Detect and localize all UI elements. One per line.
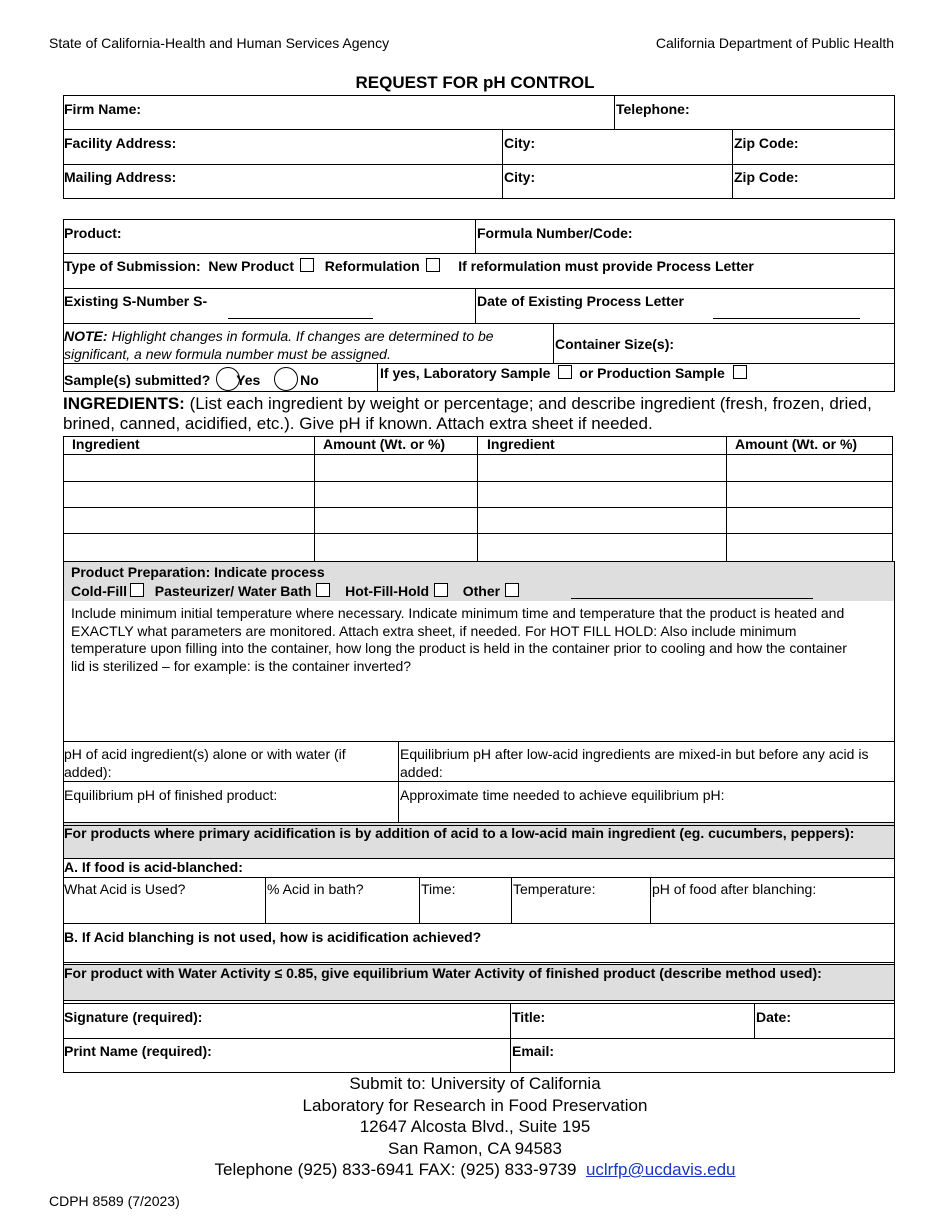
laboratory-sample-checkbox[interactable] <box>558 365 572 379</box>
hot-fill-hold-checkbox[interactable] <box>434 583 448 597</box>
note-text <box>64 327 550 363</box>
reformulation-label: Reformulation <box>324 258 420 274</box>
facility-address-label: Facility Address: <box>64 135 177 151</box>
ingredients-heading: INGREDIENTS: <box>63 394 185 413</box>
submit-phone-fax: Telephone (925) 833-6941 FAX: (925) 833-9739 <box>214 1160 577 1179</box>
samples-yes-label: Yes <box>236 372 261 388</box>
mailing-zip-field[interactable] <box>810 166 892 197</box>
submit-address <box>0 1073 950 1181</box>
samples-no-radio[interactable] <box>274 367 298 391</box>
title-label: Title: <box>512 1009 546 1025</box>
amount-cell[interactable] <box>727 508 892 532</box>
facility-zip-field[interactable] <box>810 131 892 162</box>
facility-city-field[interactable] <box>545 131 730 162</box>
note-label: NOTE: <box>64 328 108 344</box>
ingredient-cell[interactable] <box>478 534 725 561</box>
submit-line-3: 12647 Alcosta Blvd., Suite 195 <box>359 1117 591 1136</box>
time-label: Time: <box>421 881 456 897</box>
ingredients-instruction-text: (List each ingredient by weight or percentage; and describe ingredient (fresh, frozen, dried, brined, canned, acidified, etc.). Give pH if known. Attach extra sheet if needed. <box>63 394 872 433</box>
acid-blanched-label: A. If food is acid-blanched: <box>64 859 243 875</box>
production-sample-checkbox[interactable] <box>733 365 747 379</box>
cold-fill-checkbox[interactable] <box>130 583 144 597</box>
amount-cell[interactable] <box>727 456 892 480</box>
submit-email-link[interactable]: uclrfp@ucdavis.edu <box>585 1160 736 1179</box>
mailing-address-field[interactable] <box>195 166 500 197</box>
other-label: Other <box>462 583 501 599</box>
formula-field[interactable] <box>650 221 892 251</box>
product-field[interactable] <box>130 221 472 251</box>
submit-line-1: Submit to: University of California <box>349 1074 601 1093</box>
ingredient-cell[interactable] <box>64 534 313 561</box>
mailing-city-field[interactable] <box>545 166 730 197</box>
s-number-label: Existing S-Number S- <box>64 293 208 309</box>
amount-col-header-2: Amount (Wt. or %) <box>735 436 858 452</box>
equilibrium-low-acid-label: Equilibrium pH after low-acid ingredients are mixed-in but before any acid is added: <box>400 746 869 780</box>
preparation-details-field[interactable] <box>64 680 894 740</box>
new-product-checkbox[interactable] <box>300 258 314 272</box>
form-id: CDPH 8589 (7/2023) <box>49 1193 180 1209</box>
ingredients-instructions <box>63 394 903 434</box>
acidification-method-field[interactable] <box>64 947 894 961</box>
other-process-field[interactable] <box>571 582 813 599</box>
formula-label: Formula Number/Code: <box>477 225 633 241</box>
container-size-field[interactable] <box>690 326 892 361</box>
email-label: Email: <box>512 1043 555 1059</box>
hot-fill-hold-label: Hot-Fill-Hold <box>345 583 430 599</box>
submit-line-5 <box>0 1159 950 1181</box>
water-activity-heading: For product with Water Activity ≤ 0.85, give equilibrium Water Activity of finished product (describe method used): <box>64 965 822 981</box>
agency-name: State of California-Health and Human Services Agency <box>49 35 390 51</box>
facility-zip-label: Zip Code: <box>734 135 799 151</box>
signature-field[interactable] <box>220 1005 508 1036</box>
print-name-field[interactable] <box>230 1040 508 1071</box>
process-letter-note: If reformulation must provide Process Letter <box>458 258 754 274</box>
amount-cell[interactable] <box>315 508 476 532</box>
amount-col-header-1: Amount (Wt. or %) <box>323 436 446 452</box>
firm-name-field[interactable] <box>160 97 610 127</box>
laboratory-sample-label: If yes, Laboratory Sample <box>380 365 551 381</box>
sample-type-row <box>380 365 750 381</box>
samples-submitted-label: Sample(s) submitted? <box>64 372 211 388</box>
temperature-field[interactable] <box>513 900 649 922</box>
date-existing-letter-label: Date of Existing Process Letter <box>477 293 684 309</box>
ph-after-blanching-label: pH of food after blanching: <box>652 881 817 897</box>
acid-ingredient-ph-label: pH of acid ingredient(s) alone or with water (if added): <box>64 746 346 780</box>
mailing-address-label: Mailing Address: <box>64 169 177 185</box>
equilibrium-finished-field[interactable] <box>64 804 397 821</box>
ingredient-cell[interactable] <box>64 456 313 480</box>
what-acid-label: What Acid is Used? <box>64 881 186 897</box>
reformulation-checkbox[interactable] <box>426 258 440 272</box>
equilibrium-finished-label: Equilibrium pH of finished product: <box>64 787 278 803</box>
amount-cell[interactable] <box>315 456 476 480</box>
pct-acid-label: % Acid in bath? <box>267 881 364 897</box>
ph-after-blanching-field[interactable] <box>652 900 893 922</box>
amount-cell[interactable] <box>315 534 476 561</box>
samples-submitted-row <box>64 367 319 391</box>
submit-line-2: Laboratory for Research in Food Preservation <box>302 1095 648 1115</box>
process-options-row <box>71 583 522 599</box>
form-title: REQUEST FOR pH CONTROL <box>355 73 595 92</box>
time-field[interactable] <box>421 900 510 922</box>
mailing-city-label: City: <box>504 169 536 185</box>
telephone-label: Telephone: <box>616 101 690 117</box>
telephone-field[interactable] <box>700 97 892 127</box>
facility-address-field[interactable] <box>195 131 500 162</box>
s-number-field[interactable] <box>228 300 373 319</box>
amount-cell[interactable] <box>315 482 476 506</box>
title-field[interactable] <box>555 1005 752 1036</box>
temperature-label: Temperature: <box>513 881 596 897</box>
ingredient-col-header-1: Ingredient <box>72 436 140 452</box>
amount-cell[interactable] <box>727 534 892 561</box>
preparation-heading: Product Preparation: Indicate process <box>71 564 325 580</box>
what-acid-field[interactable] <box>64 900 264 922</box>
email-field[interactable] <box>560 1040 892 1071</box>
firm-name-label: Firm Name: <box>64 101 142 117</box>
acidification-method-label: B. If Acid blanching is not used, how is acidification achieved? <box>64 929 482 945</box>
pasteurizer-checkbox[interactable] <box>316 583 330 597</box>
approx-time-field[interactable] <box>400 804 893 821</box>
ingredient-cell[interactable] <box>64 482 313 506</box>
preparation-instructions: Include minimum initial temperature where necessary. Indicate minimum time and temperature that the product is heated and EXACTLY what parameters are monitored. Attach extra sheet, if needed. For HOT FILL HOLD: Also include minimum temperature upon filling into the container, how long the product is held in the container prior to cooling and how the container lid is sterilized – for example: is the container inverted? <box>71 605 847 674</box>
ingredient-cell[interactable] <box>478 508 725 532</box>
product-label: Product: <box>64 225 122 241</box>
ingredient-cell[interactable] <box>478 482 725 506</box>
date-existing-letter-field[interactable] <box>713 300 860 319</box>
signature-label: Signature (required): <box>64 1009 203 1025</box>
mailing-zip-label: Zip Code: <box>734 169 799 185</box>
cold-fill-label: Cold-Fill <box>71 583 127 599</box>
other-checkbox[interactable] <box>505 583 519 597</box>
date-field[interactable] <box>800 1005 892 1036</box>
amount-cell[interactable] <box>727 482 892 506</box>
samples-no-label: No <box>300 372 319 388</box>
date-label: Date: <box>756 1009 792 1025</box>
facility-city-label: City: <box>504 135 536 151</box>
approx-time-label: Approximate time needed to achieve equilibrium pH: <box>400 787 725 803</box>
department-name: California Department of Public Health <box>655 35 894 51</box>
submission-type-row <box>64 258 754 274</box>
production-sample-label: or Production Sample <box>579 365 725 381</box>
note-body: Highlight changes in formula. If changes are determined to be significant, a new formula number must be assigned. <box>64 328 494 362</box>
new-product-label: New Product <box>208 258 294 274</box>
ingredient-col-header-2: Ingredient <box>487 436 555 452</box>
pct-acid-field[interactable] <box>267 900 418 922</box>
container-size-label: Container Size(s): <box>555 336 675 352</box>
print-name-label: Print Name (required): <box>64 1043 212 1059</box>
submit-line-4: San Ramon, CA 94583 <box>388 1138 562 1158</box>
ingredient-cell[interactable] <box>478 456 725 480</box>
acidification-heading: For products where primary acidification is by addition of acid to a low-acid main ingredient (eg. cucumbers, peppers): <box>64 825 855 841</box>
submission-type-label: Type of Submission: <box>64 258 201 274</box>
pasteurizer-label: Pasteurizer/ Water Bath <box>154 583 312 599</box>
ingredient-cell[interactable] <box>64 508 313 532</box>
